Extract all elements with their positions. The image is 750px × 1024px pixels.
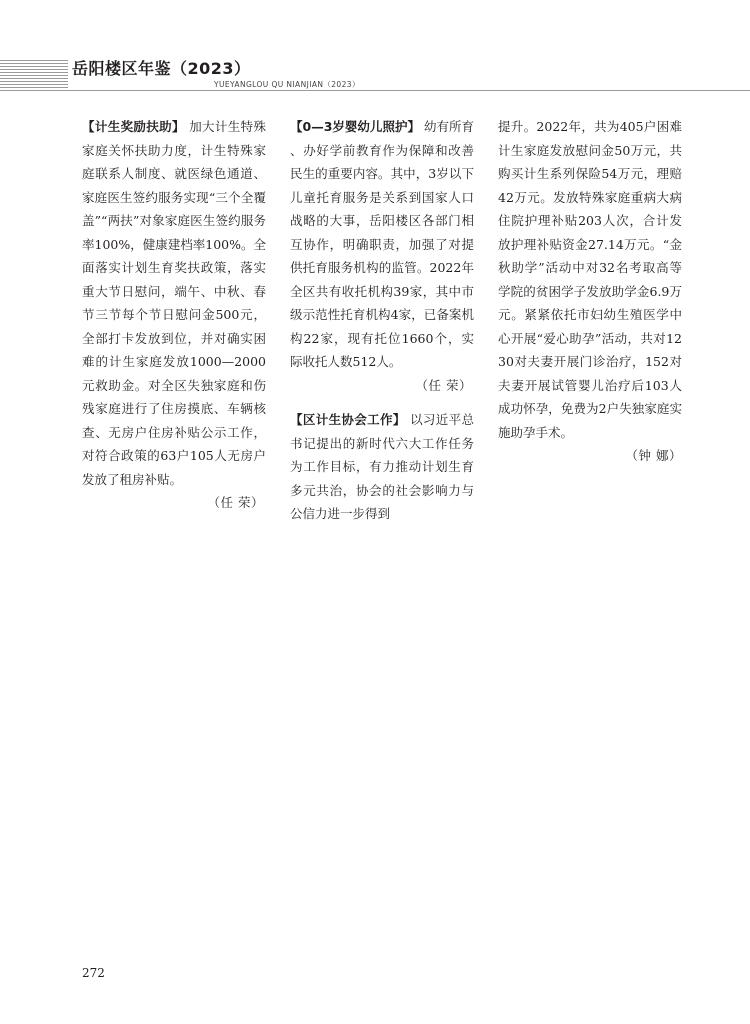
page-number: 272: [82, 966, 105, 980]
text-column-2: [290, 115, 474, 526]
entry-title: 【计生奖励扶助】: [82, 119, 185, 134]
entry-title: 【区计生协会工作】: [290, 412, 406, 427]
entry-paragraph: [290, 115, 474, 374]
entry-family-planning-association: [290, 408, 474, 526]
entry-paragraph: [82, 115, 266, 491]
entry-family-planning-association-continued: [498, 115, 682, 468]
entry-author: （钟 娜）: [625, 448, 682, 463]
text-column-3: [498, 115, 682, 468]
text-column-1: [82, 115, 266, 515]
running-header-title: 岳阳楼区年鉴（2023）: [72, 59, 251, 78]
entry-body: 提升。2022年，共为405户困难计生家庭发放慰问金50万元，共购买计生系列保险54万元，理赔42万元。发放特殊家庭重病大病住院护理补贴203人次，合计发放护理补贴资金27.14万元。“金秋助学”活动中对32名考取高等学院的贫困学子发放助学金6.9万元。紧紧依托市妇幼生殖医学中心开展“爱心助孕”活动，共对1230对夫妻开展门诊治疗，152对夫妻开展试管婴儿治疗后103人成功怀孕，免费为2户失独家庭实施助孕手术。: [498, 119, 682, 440]
entry-body: 加大计生特殊家庭关怀扶助力度，计生特殊家庭联系人制度、就医绿色通道、家庭医生签约服务实现“三个全覆盖”“两扶”对象家庭医生签约服务率100%，健康建档率100%。全面落实计划生育奖扶政策，落实重大节日慰问，端午、中秋、春节三节每个节日慰问金500元，全部打卡发放到位，并对确实困难的计生家庭发放1000—2000元救助金。对全区失独家庭和伤残家庭进行了住房摸底、车辆核查、无房户住房补贴公示工作，对符合政策的63户105人无房户发放了租房补贴。: [82, 119, 266, 487]
entry-body: 幼有所育、办好学前教育作为保障和改善民生的重要内容。其中，3岁以下儿童托育服务是关系到国家人口战略的大事，岳阳楼区各部门相互协作，明确职责，加强了对提供托育服务机构的监管。2022年全区共有收托机构39家，其中市级示范性托育机构4家，已备案机构22家，现有托位1660个，实际收托人数512人。: [290, 119, 474, 369]
entry-spacer: [290, 397, 474, 408]
entry-body: 以习近平总书记提出的新时代六大工作任务为工作目标，有力推动计划生育多元共治，协会的社会影响力与公信力进一步得到: [290, 412, 474, 521]
header-decorative-lines: [0, 60, 68, 88]
entry-paragraph: [290, 408, 474, 526]
entry-family-planning-rewards: [82, 115, 266, 515]
entry-author: （任 荣）: [207, 495, 264, 510]
entry-paragraph: [498, 115, 682, 444]
entry-title: 【0—3岁婴幼儿照护】: [290, 119, 420, 134]
header-rule: [0, 90, 750, 91]
entry-author: （任 荣）: [415, 377, 472, 393]
entry-infant-care: [290, 115, 474, 397]
running-header-subtitle: YUEYANGLOU QU NIANJIAN（2023）: [214, 80, 360, 89]
